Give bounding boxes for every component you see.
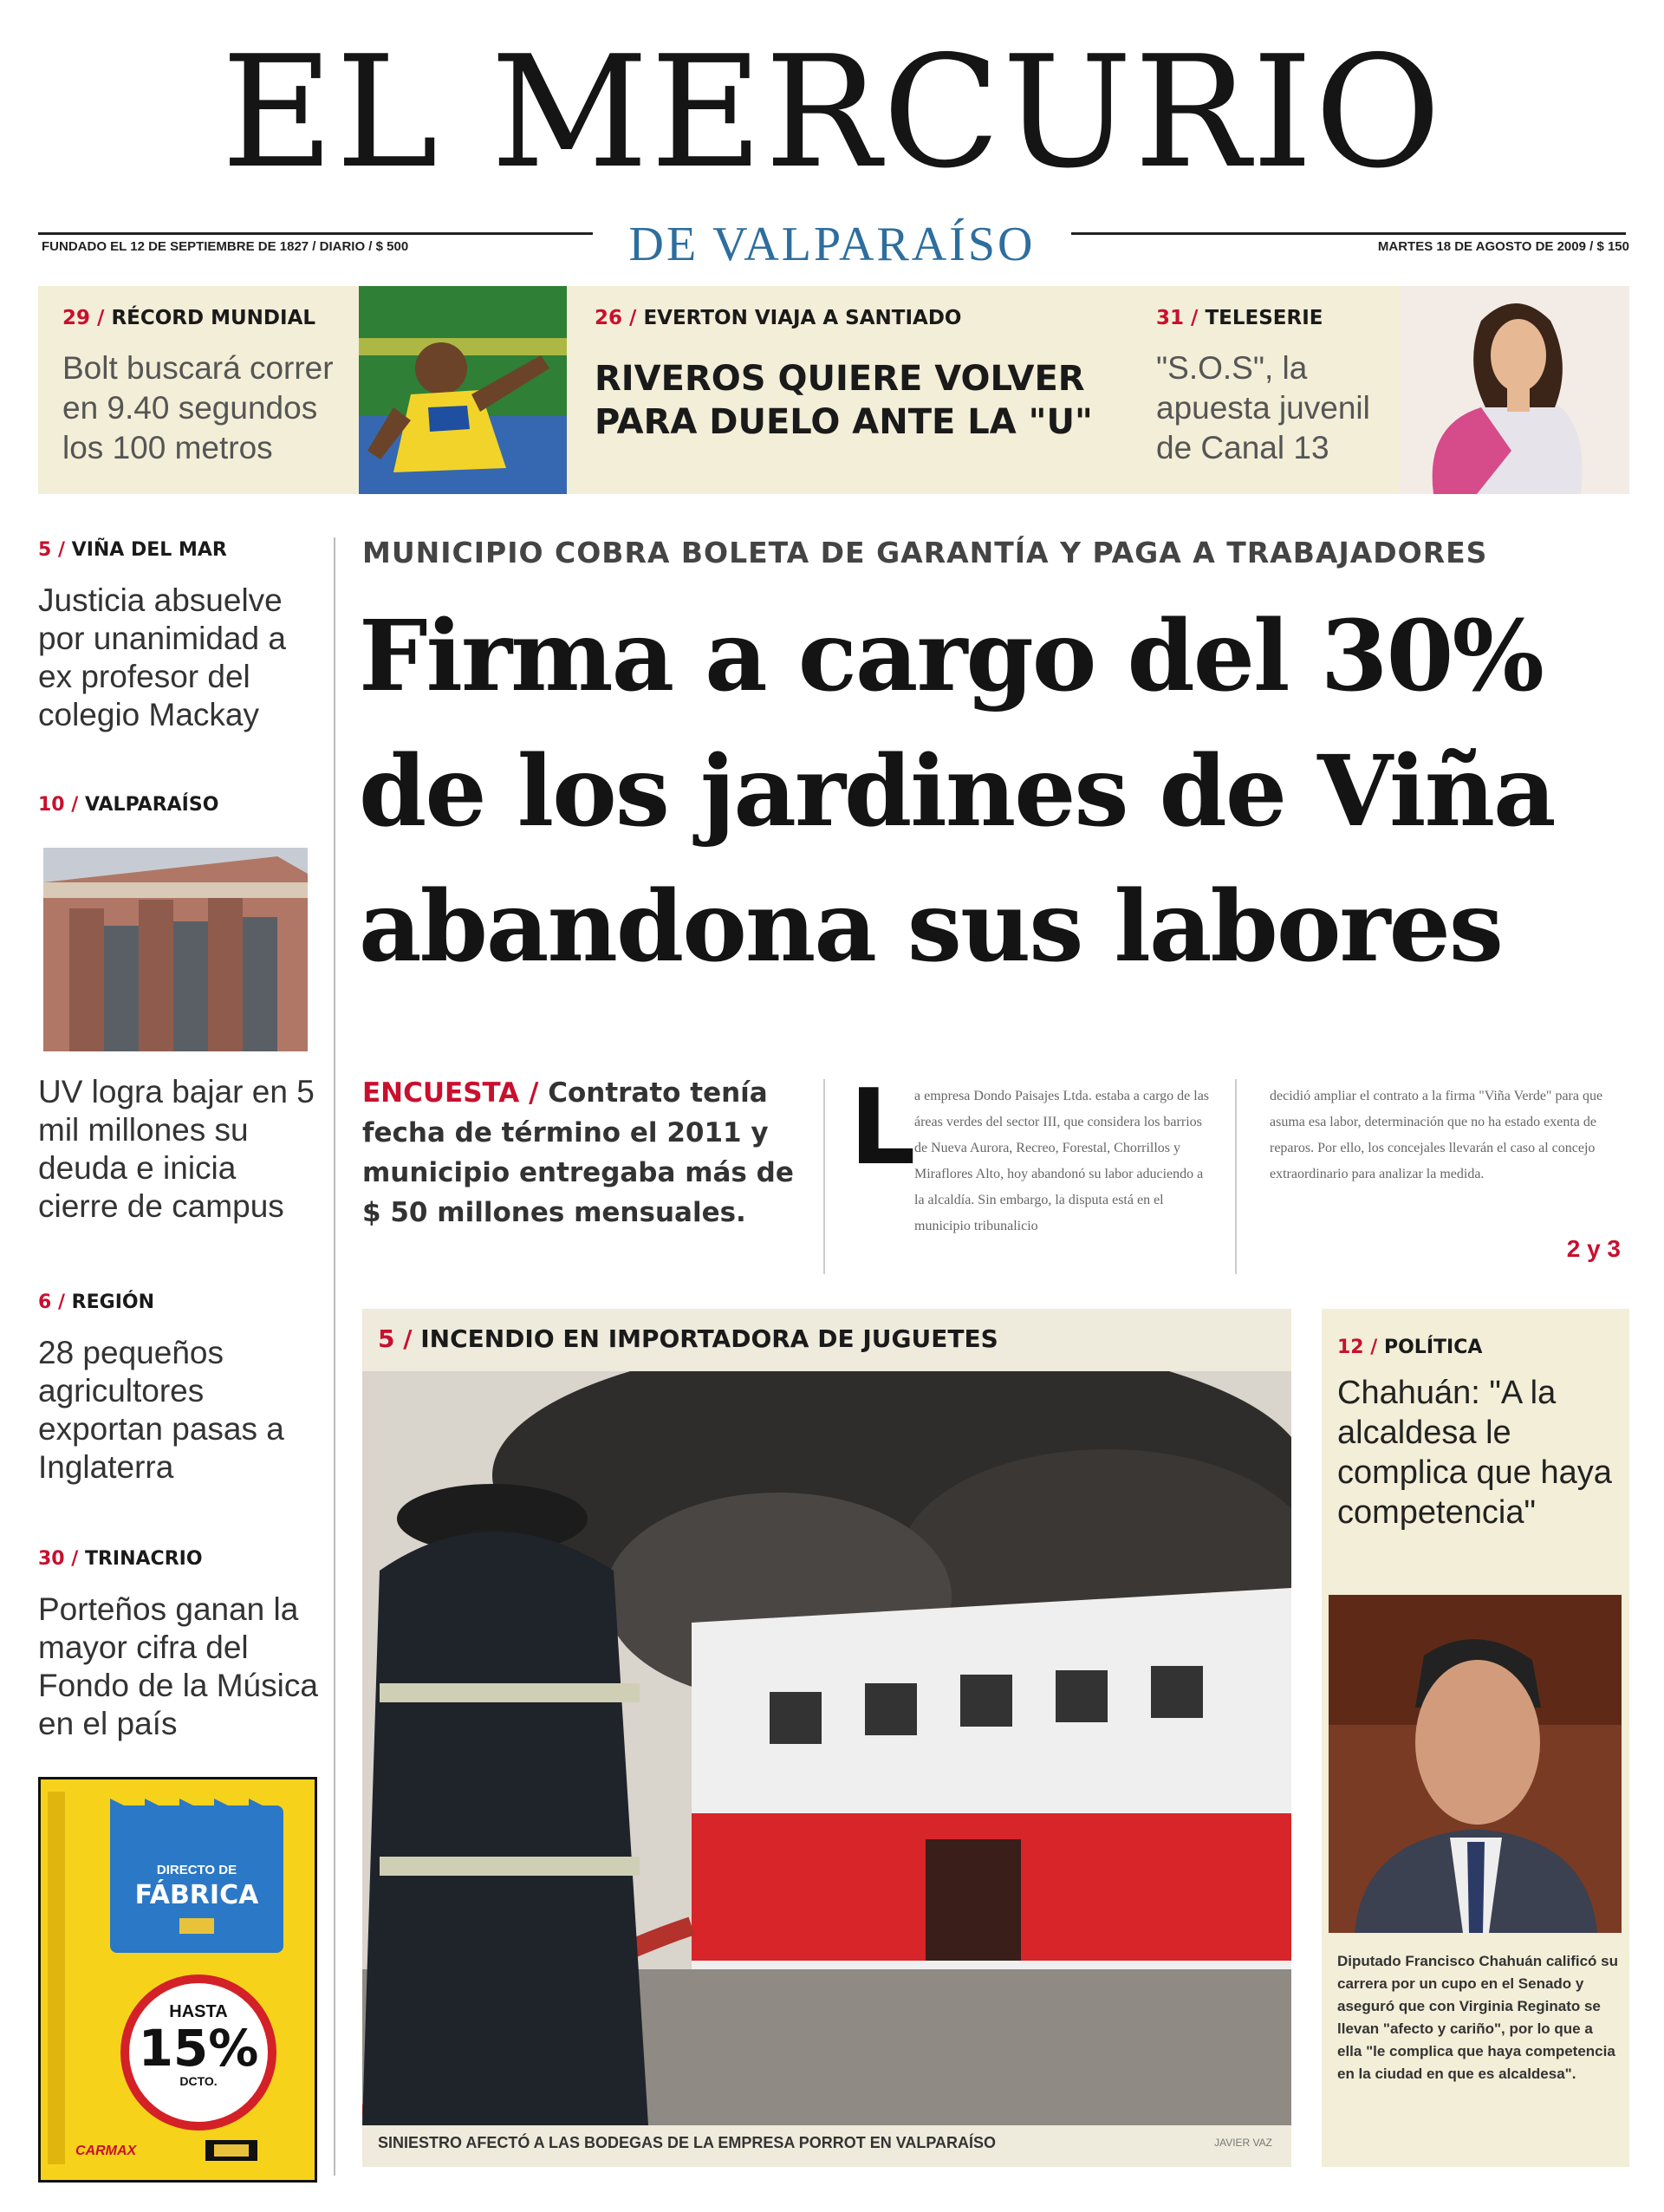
chahuan-photo <box>1329 1595 1622 1933</box>
main-bajada <box>362 1073 796 1233</box>
page-number: 6 <box>38 1291 52 1313</box>
sidebar-section: VALPARAÍSO <box>84 794 219 816</box>
sidebar-kicker: 5 / VIÑA DEL MAR <box>38 539 227 561</box>
sidebar-text: Justicia absuelve por unanimidad a ex profesor del colegio Mackay <box>38 582 286 732</box>
sidebar <box>38 529 320 2176</box>
politics-story[interactable] <box>1322 1309 1629 2167</box>
sidebar-kicker: 6 / REGIÓN <box>38 1291 154 1313</box>
headline-line: de los jardines de Viña <box>359 735 1555 849</box>
sidebar-item-trinacrio[interactable] <box>38 1548 320 1743</box>
founded-line: FUNDADO EL 12 DE SEPTIEMBRE DE 1827 / DIARIO / $ 500 <box>42 239 409 254</box>
sidebar-kicker: 30 / TRINACRIO <box>38 1548 203 1570</box>
body-column-1: a empresa Dondo Paisajes Ltda. estaba a cargo de las áreas verdes del sector III, que considera los barrios de Nueva Aurora, Recreo, Forestal, Chorrillos y Miraflores Alto, hoy abandonó su labor aduciendo a la alcaldía. Sin embargo, la disputa está en el municipio tribunalicio <box>914 1089 1210 1233</box>
bajada-text: Contrato tenía fecha de término el 2011 y municipio entregaba más de $ 50 millones mensuales. <box>362 1077 794 1228</box>
sidebar-item-vina[interactable] <box>38 539 320 734</box>
sidebar-section: REGIÓN <box>71 1291 154 1313</box>
fire-photo <box>362 1371 1291 2125</box>
building-photo <box>43 848 308 1051</box>
teaser-kicker: 29 / RÉCORD MUNDIAL <box>62 307 316 329</box>
masthead-title: EL MERCURIO <box>221 23 1443 202</box>
masthead-subtitle: DE VALPARAÍSO <box>628 218 1036 271</box>
ad-discount-seal <box>120 1975 276 2131</box>
actress-photo <box>1399 286 1629 494</box>
headline-line: abandona sus labores <box>359 870 1502 984</box>
politics-section: POLÍTICA <box>1383 1337 1483 1358</box>
teaser-strip <box>38 286 1629 494</box>
ad-factory-badge <box>110 1805 283 1953</box>
ad-discount: 15% <box>138 2019 259 2078</box>
fire-section: INCENDIO EN IMPORTADORA DE JUGUETES <box>420 1324 998 1353</box>
teaser-headline: RIVEROS QUIERE VOLVER PARA DUELO ANTE LA "U" <box>595 359 1093 442</box>
bajada-label: ENCUESTA / <box>362 1077 539 1109</box>
teaser-text: Bolt buscará correr en 9.40 segundos los 100 metros <box>62 350 334 465</box>
teaser-everton[interactable] <box>567 286 1130 494</box>
date-line: MARTES 18 DE AGOSTO DE 2009 / $ 150 <box>1377 239 1629 254</box>
sidebar-item-valparaiso[interactable] <box>38 794 320 816</box>
ad-dealer: CARMAX <box>75 2144 137 2158</box>
chevrolet-logo-icon <box>205 2140 257 2161</box>
main-kicker: MUNICIPIO COBRA BOLETA DE GARANTÍA Y PAGA A TRABAJADORES <box>362 536 1488 569</box>
teaser-kicker: 31 / TELESERIE <box>1156 307 1323 329</box>
politics-headline: Chahuán: "A la alcaldesa le complica que haya competencia" <box>1337 1375 1612 1531</box>
page-number: 10 <box>38 794 65 816</box>
sidebar-kicker: 10 / VALPARAÍSO <box>38 794 219 816</box>
main-headline[interactable] <box>359 589 1633 995</box>
page-number: 5 <box>38 539 52 561</box>
sidebar-text: Porteños ganan la mayor cifra del Fondo de la Música en el país <box>38 1591 318 1741</box>
sidebar-item-region[interactable] <box>38 1291 320 1487</box>
page-number: 30 <box>38 1548 65 1570</box>
column-divider <box>334 537 335 2176</box>
fire-kicker: 5 / INCENDIO EN IMPORTADORA DE JUGUETES <box>378 1324 998 1353</box>
politics-caption: Diputado Francisco Chahuán calificó su carrera por un cupo en el Senado y aseguró que con Virginia Reginato se llevan "afecto y cariño", por lo que a ella "le complica que haya competencia en la ciudad en que es alcaldesa". <box>1337 1953 1618 2082</box>
ad-hasta: HASTA <box>169 2002 228 2021</box>
teaser-text: "S.O.S", la apuesta juvenil de Canal 13 <box>1156 350 1370 465</box>
teaser-bolt[interactable] <box>38 286 359 494</box>
bolt-photo <box>359 286 567 494</box>
page-number: 29 <box>62 307 91 329</box>
jump-page[interactable]: 2 y 3 <box>1566 1235 1621 1262</box>
fire-story[interactable] <box>362 1309 1291 2167</box>
page-number: 12 <box>1337 1337 1364 1358</box>
ad-side-band <box>48 1792 65 2164</box>
page-number: 26 <box>595 307 623 329</box>
sidebar-text: UV logra bajar en 5 mil millones su deuda e inicia cierre de campus <box>38 1074 315 1224</box>
teaser-section: RÉCORD MUNDIAL <box>111 307 316 329</box>
bowtie-icon <box>179 1918 214 1934</box>
body-column-2: decidió ampliar el contrato a la firma "Viña Verde" para que asuma esa labor, determinación que no ha estado exenta de reparos. Por ello, los concejales llevarán el caso al concejo extraordinario para analizar la medida. <box>1270 1089 1603 1181</box>
teaser-section: TELESERIE <box>1205 307 1323 329</box>
ad-discount-note: DCTO. <box>179 2074 218 2088</box>
chevrolet-ad[interactable] <box>38 1777 317 2183</box>
photo-credit: JAVIER VAZ <box>1214 2137 1272 2149</box>
page-number: 31 <box>1156 307 1185 329</box>
teaser-teleserie[interactable] <box>1130 286 1399 494</box>
fire-caption: SINIESTRO AFECTÓ A LAS BODEGAS DE LA EMPRESA PORROT EN VALPARAÍSO <box>378 2134 997 2151</box>
headline-line: Firma a cargo del 30% <box>359 600 1543 713</box>
sidebar-text: 28 pequeños agricultores exportan pasas a Inglaterra <box>38 1335 284 1485</box>
teaser-section: EVERTON VIAJA A SANTIADO <box>643 307 962 329</box>
drop-cap: L <box>849 1068 916 1188</box>
masthead-rule-right <box>1071 232 1626 235</box>
ad-badge-line1: DIRECTO DE <box>156 1863 237 1877</box>
politics-kicker: 12 / POLÍTICA <box>1337 1337 1483 1358</box>
masthead-rule-left <box>38 232 593 235</box>
ad-badge-line2: FÁBRICA <box>134 1880 259 1910</box>
body-divider-2 <box>1235 1079 1237 1274</box>
body-divider-1 <box>823 1079 825 1274</box>
page-number: 5 <box>378 1324 395 1353</box>
sidebar-section: TRINACRIO <box>84 1548 203 1570</box>
teaser-kicker: 26 / EVERTON VIAJA A SANTIADO <box>595 307 962 329</box>
sidebar-section: VIÑA DEL MAR <box>71 539 227 561</box>
